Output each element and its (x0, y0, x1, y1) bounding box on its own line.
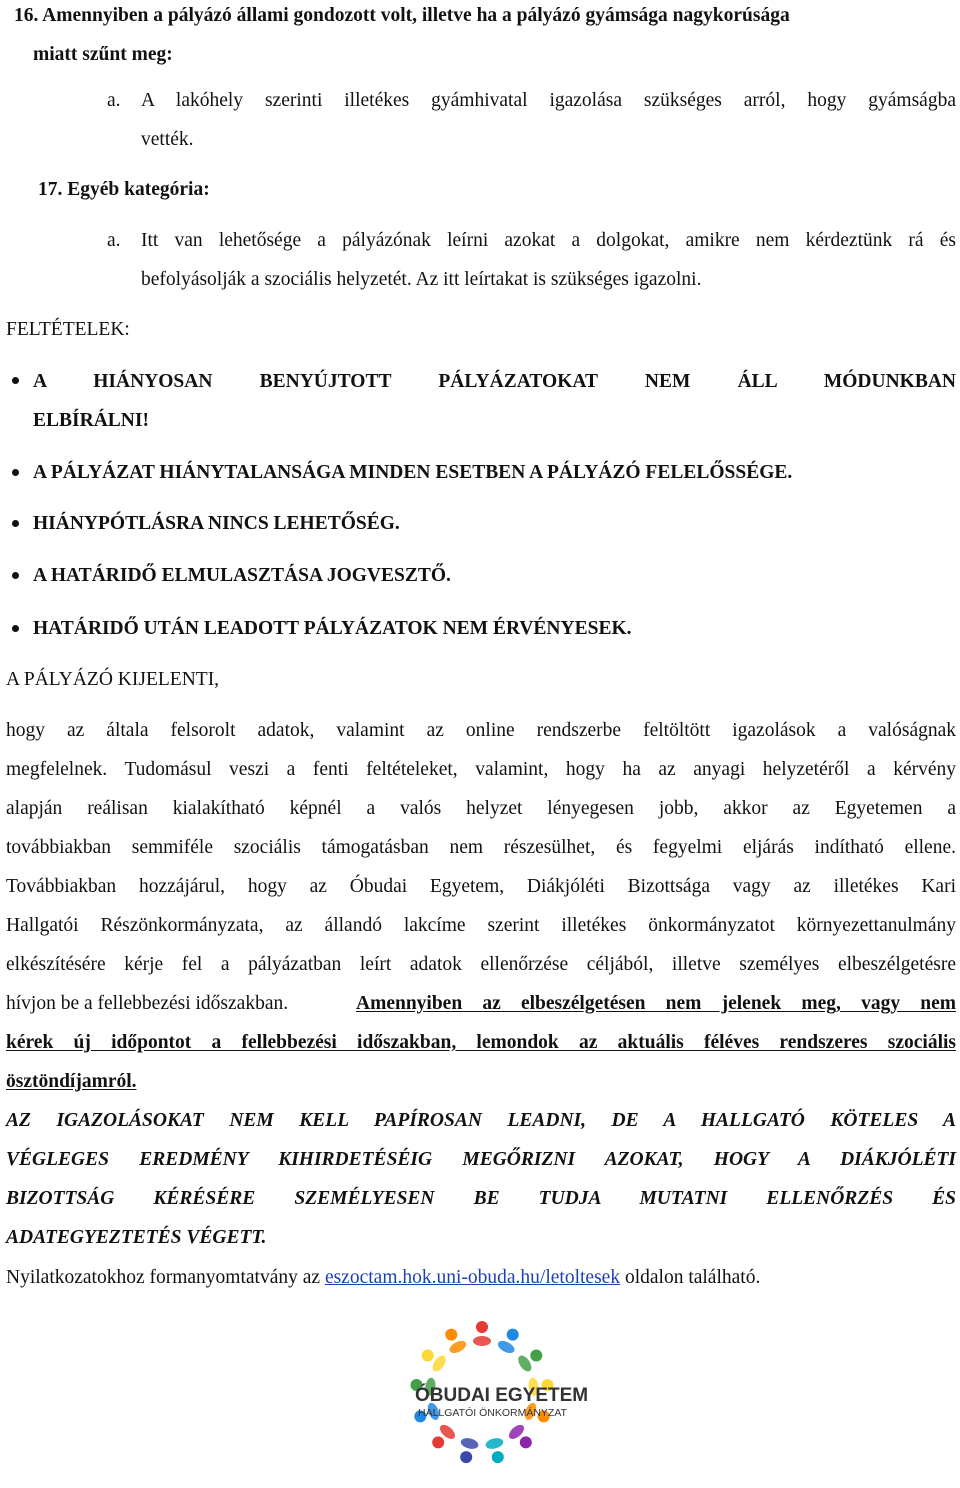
condition-item-2: A PÁLYÁZAT HIÁNYTALANSÁGA MINDEN ESETBEN A PÁLYÁZÓ FELELŐSSÉGE. (33, 462, 793, 483)
section-16-title-line1: 16. Amennyiben a pályázó állami gondozott volt, illetve ha a pályázó gyámsága nagykorúsága (14, 5, 790, 26)
declaration-line-9: kérek új időpontot a fellebbezési időszakban, lemondok az aktuális féléves rendszeres szociális (6, 1032, 956, 1053)
section-17-item-a-line1: Itt van lehetősége a pályázónak leírni azokat a dolgokat, amikre nem kérdeztünk rá és (141, 230, 956, 251)
declaration-line-8-plain: hívjon be a fellebbezési időszakban. (6, 993, 289, 1014)
section-17-item-a-line2: befolyásolják a szociális helyzetét. Az itt leírtakat is szükséges igazolni. (141, 269, 702, 290)
declaration-line-3: alapján reálisan kialakítható képnél a valós helyzet lényegesen jobb, akkor az Egyetemen a (6, 798, 956, 819)
logo-person-head (460, 1451, 472, 1463)
notice-line-2: VÉGLEGES EREDMÉNY KIHIRDETÉSÉIG MEGŐRIZNI AZOKAT, HOGY A DIÁKJÓLÉTI (6, 1149, 956, 1170)
logo-person-head (520, 1436, 532, 1448)
notice-line-3: BIZOTTSÁG KÉRÉSÉRE SZEMÉLYESEN BE TUDJA MUTATNI ELLENŐRZÉS ÉS (6, 1188, 956, 1209)
conditions-heading: FELTÉTELEK: (6, 319, 130, 340)
bullet-icon (12, 469, 19, 476)
logo-person-head (507, 1329, 519, 1341)
logo-person-body (473, 1336, 491, 1346)
bullet-icon (12, 625, 19, 632)
logo-title: ÓBUDAI EGYETEM (415, 1385, 589, 1406)
logo-person-head (476, 1321, 488, 1333)
logo-person-head (530, 1350, 542, 1362)
declaration-line-10: ösztöndíjamról. (6, 1071, 137, 1092)
declaration-line-5: Továbbiakban hozzájárul, hogy az Óbudai Egyetem, Diákjóléti Bizottsága vagy az illetékes Kari (6, 876, 956, 897)
logo-person-head (432, 1436, 444, 1448)
logo-person-body (460, 1436, 480, 1450)
notice-line-4: ADATEGYEZTETÉS VÉGETT. (6, 1227, 267, 1248)
footer-suffix: oldalon található. (624, 1267, 761, 1288)
declaration-line-6: Hallgatói Részönkormányzata, az állandó lakcíme szerint illetékes önkormányzatot környezettanulmány (6, 915, 956, 936)
condition-item-1-line2: ELBÍRÁLNI! (33, 410, 149, 431)
section-16-item-a-line1: A lakóhely szerinti illetékes gyámhivatal igazolása szükséges arról, hogy gyámságba (141, 90, 956, 111)
logo-subtitle: HALLGATÓI ÖNKORMÁNYZAT (418, 1407, 567, 1419)
footer-text (6, 1268, 760, 1288)
declaration-heading: A PÁLYÁZÓ KIJELENTI, (6, 669, 220, 690)
logo-person-body (496, 1338, 517, 1355)
logo-person-body (448, 1338, 469, 1355)
section-17-item-a-label: a. (107, 230, 121, 251)
bullet-icon (12, 520, 19, 527)
condition-item-5: HATÁRIDŐ UTÁN LEADOTT PÁLYÁZATOK NEM ÉRVÉNYESEK. (33, 618, 632, 639)
obudai-egyetem-logo (365, 1305, 605, 1483)
logo-person-head (422, 1350, 434, 1362)
section-16-item-a-label: a. (107, 90, 121, 111)
bullet-icon (12, 377, 19, 384)
declaration-line-1: hogy az általa felsorolt adatok, valamint az online rendszerbe feltöltött igazolások a valóságnak (6, 720, 956, 741)
condition-item-4: A HATÁRIDŐ ELMULASZTÁSA JOGVESZTŐ. (33, 565, 451, 586)
declaration-line-7: elkészítésére kérje fel a pályázatban leírt adatok ellenőrzése céljából, illetve személyes elbeszélgetésre (6, 954, 956, 975)
condition-item-3: HIÁNYPÓTLÁSRA NINCS LEHETŐSÉG. (33, 513, 400, 534)
section-17-title: 17. Egyéb kategória: (38, 179, 210, 200)
declaration-line-8-bold: Amennyiben az elbeszélgetésen nem jelenek meg, vagy nem (356, 993, 956, 1014)
logo-person-body (484, 1436, 504, 1450)
section-16-title-line2: miatt szűnt meg: (33, 44, 173, 65)
declaration-line-4: továbbiakban semmiféle szociális támogatásban nem részesülhet, és fegyelmi eljárás indítható ellene. (6, 837, 956, 858)
notice-line-1: AZ IGAZOLÁSOKAT NEM KELL PAPÍROSAN LEADNI, DE A HALLGATÓ KÖTELES A (6, 1110, 956, 1131)
logo-person-head (492, 1451, 504, 1463)
condition-item-1-line1: A HIÁNYOSAN BENYÚJTOTT PÁLYÁZATOKAT NEM ÁLL MÓDUNKBAN (33, 371, 956, 392)
section-16-item-a-line2: vették. (141, 129, 194, 150)
logo-person-head (445, 1329, 457, 1341)
declaration-line-2: megfelelnek. Tudomásul veszi a fenti feltételeket, valamint, hogy ha az anyagi helyzetéről a kérvény (6, 759, 956, 780)
footer-prefix: Nyilatkozatokhoz formanyomtatvány az (6, 1267, 321, 1288)
bullet-icon (12, 572, 19, 579)
downloads-link[interactable]: eszoctam.hok.uni-obuda.hu/letoltesek (324, 1267, 621, 1288)
